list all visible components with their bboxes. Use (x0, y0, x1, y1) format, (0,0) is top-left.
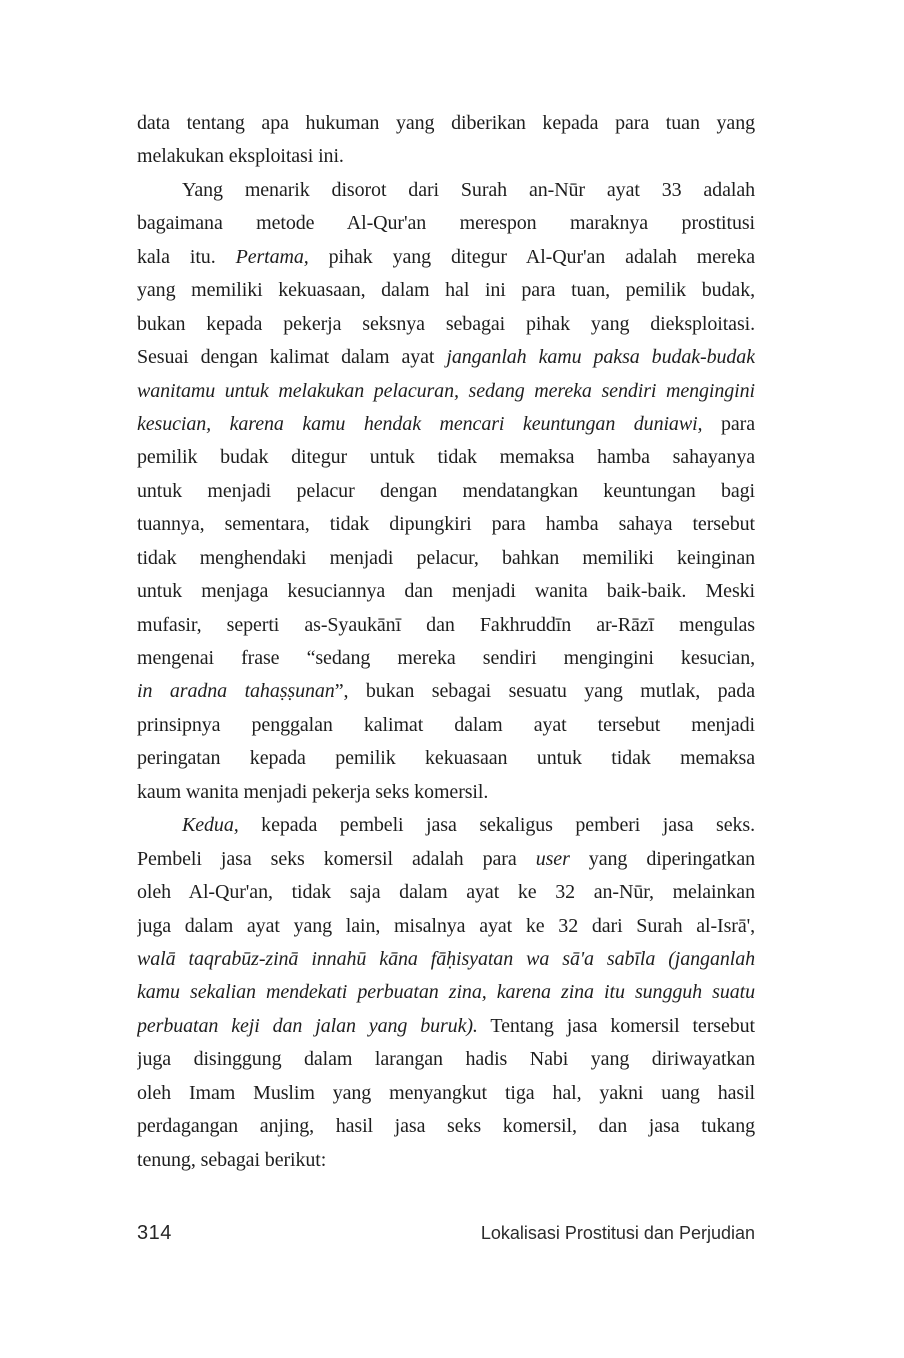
text-run: yang diperingatkan (569, 847, 755, 870)
text-run: oleh Imam Muslim yang menyangkut tiga hal, yakni uang hasil (137, 1081, 755, 1104)
text-run: prinsipnya penggalan kalimat dalam ayat tersebut menjadi (137, 713, 755, 736)
italic-text-run: Pertama, (235, 245, 309, 268)
italic-text-run: walā taqrabūz-zinā innahū kāna fāḥisyatan wa sā'a sabīla (janganlah (137, 947, 755, 970)
text-line (137, 1110, 755, 1143)
page-footer (137, 1222, 755, 1245)
text-line (137, 441, 755, 474)
paragraph (137, 809, 755, 1177)
text-run: mengenai frase “sedang mereka sendiri mengingini kesucian, (137, 647, 755, 669)
text-run: yang memiliki kekuasaan, dalam hal ini para tuan, pemilik budak, (137, 279, 755, 302)
text-line (137, 910, 755, 943)
text-run: kepada pembeli jasa sekaligus pemberi jasa seks. (238, 814, 755, 837)
text-run: ”, bukan sebagai sesuatu yang mutlak, pada (334, 680, 755, 703)
text-run: Pembeli jasa seks komersil adalah para (137, 847, 536, 870)
text-line (137, 207, 755, 240)
text-run: pihak yang ditegur Al-Qur'an adalah mereka (308, 245, 755, 268)
text-line (137, 776, 755, 809)
text-line (137, 809, 755, 842)
text-line (137, 843, 755, 876)
text-block (137, 107, 755, 1177)
text-run: Tentang jasa komersil tersebut (477, 1014, 755, 1037)
text-line (137, 241, 755, 274)
text-line (137, 341, 755, 374)
text-run: oleh Al-Qur'an, tidak saja dalam ayat ke 32 an-Nūr, melainkan (137, 881, 755, 904)
paragraph (137, 174, 755, 809)
italic-text-run: user (535, 847, 570, 870)
text-run: peringatan kepada pemilik kekuasaan untuk tidak memaksa (137, 747, 755, 770)
text-line (137, 508, 755, 541)
page-number: 314 (137, 1222, 172, 1244)
italic-text-run: Kedua, (182, 814, 239, 837)
text-run: Sesuai dengan kalimat dalam ayat (137, 346, 447, 369)
text-line (137, 140, 755, 173)
italic-text-run: janganlah kamu paksa budak-budak (446, 346, 755, 369)
text-line (137, 943, 755, 976)
text-line (137, 675, 755, 708)
text-run: para (702, 412, 755, 435)
text-run: melakukan eksploitasi ini. (137, 145, 344, 168)
text-line (137, 408, 755, 441)
text-line (137, 375, 755, 408)
text-line (137, 609, 755, 642)
text-line (137, 642, 755, 675)
paragraph (137, 107, 755, 174)
text-line (137, 1144, 755, 1177)
text-line (137, 709, 755, 742)
text-run: kala itu. (137, 245, 236, 268)
text-line (137, 542, 755, 575)
text-run: perdagangan anjing, hasil jasa seks komersil, dan jasa tukang (137, 1115, 755, 1138)
italic-text-run: kesucian, karena kamu hendak mencari keuntungan duniawi, (137, 412, 703, 435)
text-run: juga dalam ayat yang lain, misalnya ayat ke 32 dari Surah al-Isrā', (137, 914, 755, 937)
text-line (137, 976, 755, 1009)
italic-text-run: in aradna tahaṣṣunan (137, 680, 335, 703)
italic-text-run: kamu sekalian mendekati perbuatan zina, karena zina itu sungguh suatu (137, 981, 755, 1004)
text-line (137, 1077, 755, 1110)
text-line (137, 1043, 755, 1076)
text-run: juga disinggung dalam larangan hadis Nabi yang diriwayatkan (137, 1048, 755, 1071)
text-run: pemilik budak ditegur untuk tidak memaksa hamba sahayanya (137, 446, 755, 469)
text-run: untuk menjadi pelacur dengan mendatangkan keuntungan bagi (137, 479, 755, 502)
text-run: bagaimana metode Al-Qur'an merespon maraknya prostitusi (137, 212, 755, 235)
text-run: bukan kepada pekerja seksnya sebagai pihak yang dieksploitasi. (137, 312, 755, 335)
text-run: Yang menarik disorot dari Surah an-Nūr ayat 33 adalah (182, 178, 755, 201)
text-run: kaum wanita menjadi pekerja seks komersil. (137, 780, 489, 803)
text-line (137, 876, 755, 909)
text-run: tuannya, sementara, tidak dipungkiri para hamba sahaya tersebut (137, 513, 755, 536)
text-run: mufasir, seperti as-Syaukānī dan Fakhruddīn ar-Rāzī mengulas (137, 613, 755, 636)
text-run: untuk menjaga kesuciannya dan menjadi wanita baik-baik. Meski (137, 580, 755, 603)
running-title: Lokalisasi Prostitusi dan Perjudian (480, 1223, 755, 1243)
text-line (137, 274, 755, 307)
text-line (137, 575, 755, 608)
text-line (137, 107, 755, 140)
text-run: tidak menghendaki menjadi pelacur, bahkan memiliki keinginan (137, 546, 755, 569)
text-line (137, 1010, 755, 1043)
italic-text-run: wanitamu untuk melakukan pelacuran, sedang mereka sendiri mengingini (137, 379, 755, 402)
text-line (137, 475, 755, 508)
text-line (137, 742, 755, 775)
text-run: data tentang apa hukuman yang diberikan kepada para tuan yang (137, 112, 755, 134)
text-line (137, 308, 755, 341)
text-line (137, 174, 755, 207)
italic-text-run: perbuatan keji dan jalan yang buruk). (137, 1014, 478, 1037)
text-run: tenung, sebagai berikut: (137, 1148, 327, 1171)
